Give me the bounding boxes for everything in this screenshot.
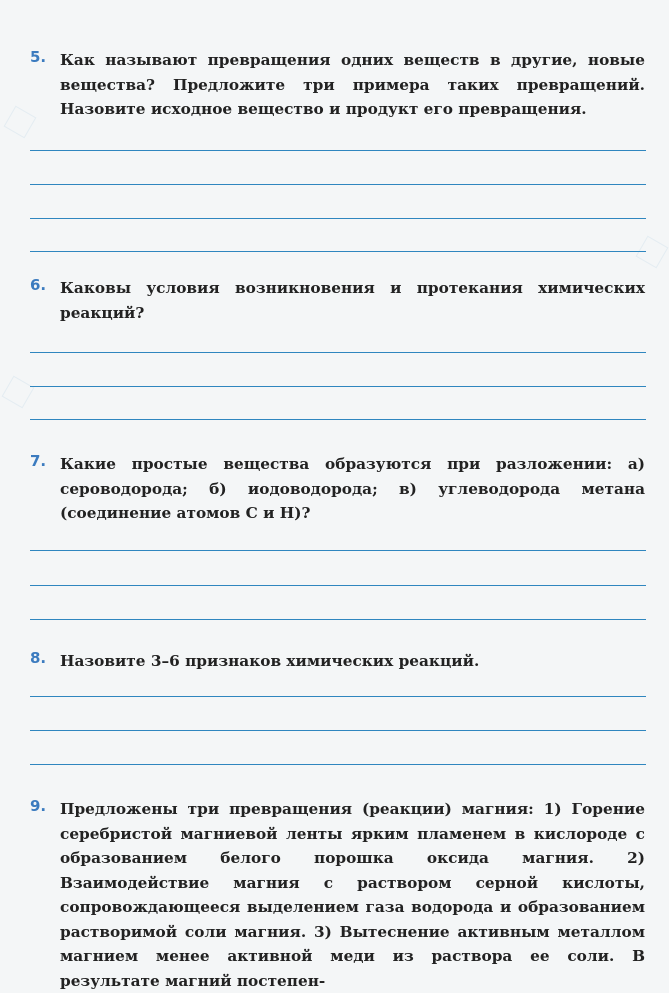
question-8 [30, 649, 650, 674]
answer-line[interactable] [30, 386, 646, 387]
answer-line[interactable] [30, 585, 646, 586]
question-text: Каковы условия возникновения и протекания химических реакций? [60, 279, 645, 322]
answer-line[interactable] [30, 419, 646, 420]
background-pattern [636, 236, 669, 269]
question-number: 8. [30, 649, 47, 667]
answer-line[interactable] [30, 352, 646, 353]
question-number: 7. [30, 452, 47, 470]
answer-line[interactable] [30, 696, 646, 697]
answer-line[interactable] [30, 218, 646, 219]
answer-line[interactable] [30, 764, 646, 765]
answer-line[interactable] [30, 550, 646, 551]
background-pattern [2, 376, 35, 409]
question-number: 6. [30, 276, 47, 294]
question-text: Предложены три превращения (реакции) магния: 1) Горение серебристой магниевой ленты ярким пламенем в кислороде с образованием белого порошка оксида магния. 2) Взаимодействие магния с раствором серной кислоты, сопровождающееся выделением газа водорода и образованием растворимой соли магния. 3) Вытеснение активным металлом магнием менее активной меди из раствора ее соли. В результате магний постепен- [60, 800, 645, 990]
answer-line[interactable] [30, 251, 646, 252]
question-5 [30, 48, 650, 122]
answer-line[interactable] [30, 730, 646, 731]
question-6 [30, 276, 650, 325]
question-text: Как называют превращения одних веществ в другие, новые вещества? Предложите три примера таких превращений. Назовите исходное вещество и продукт его превращения. [60, 51, 645, 118]
question-text: Какие простые вещества образуются при разложении: а) сероводорода; б) иодоводорода; в) углеводорода метана (соединение атомов С и Н)? [60, 455, 645, 522]
question-number: 5. [30, 48, 47, 66]
answer-line[interactable] [30, 150, 646, 151]
answer-line[interactable] [30, 619, 646, 620]
question-number: 9. [30, 797, 47, 815]
question-9 [30, 797, 650, 993]
answer-line[interactable] [30, 184, 646, 185]
question-text: Назовите 3–6 признаков химических реакций. [60, 652, 480, 670]
question-7 [30, 452, 650, 526]
